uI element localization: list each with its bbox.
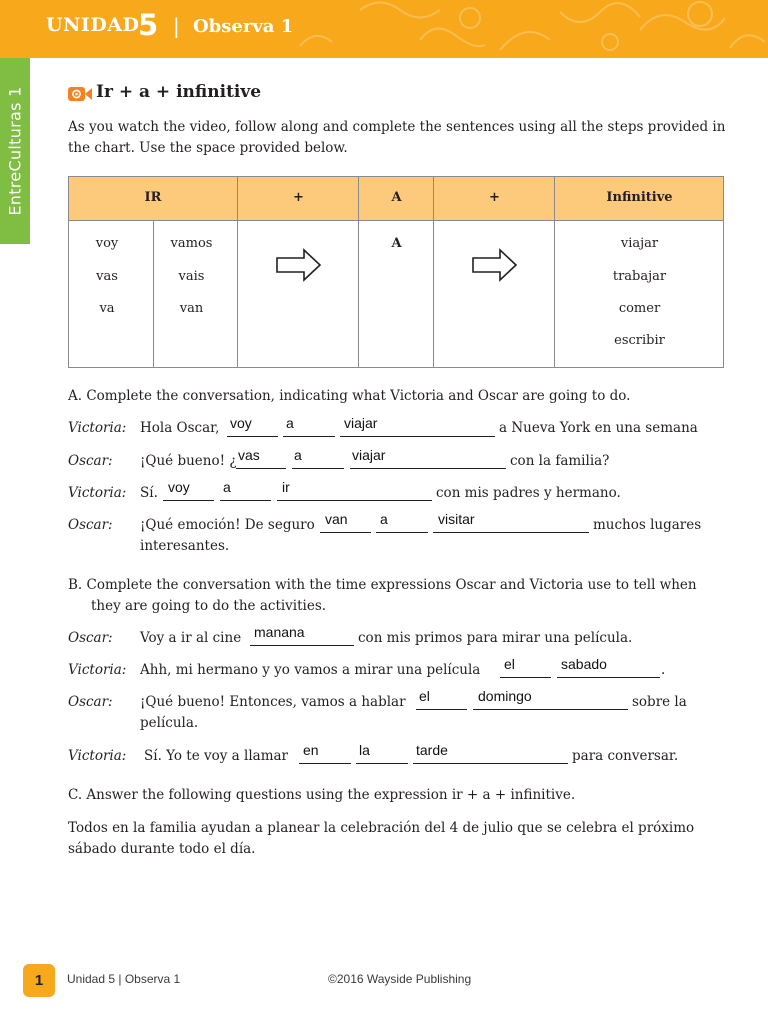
ir-van: van: [179, 301, 204, 316]
answer-text: en: [303, 742, 319, 758]
header-a: A: [391, 190, 402, 205]
header-ir: IR: [144, 190, 162, 205]
dialogue-text: Sí. Yo te voy a llamar: [144, 748, 289, 764]
dialogue-text: con mis primos para mirar una película.: [358, 630, 633, 646]
speaker-label: Victoria:: [68, 485, 127, 501]
right-arrow-icon: [472, 248, 518, 282]
section-instructions: As you watch the video, follow along and complete the sentences using all the steps provided in the chart. Use the space provided below.: [68, 119, 726, 156]
footer-copyright: ©2016 Wayside Publishing: [328, 972, 472, 986]
dialogue-text: ¡Qué emoción! De seguro: [140, 517, 315, 533]
unit-label: UNIDAD: [46, 14, 140, 36]
dialogue-text: Hola Oscar,: [140, 420, 220, 436]
speaker-label: Victoria:: [68, 662, 127, 678]
dialogue-text: sobre la: [632, 694, 687, 710]
speaker-label: Victoria:: [68, 748, 127, 764]
ir-voy: voy: [95, 236, 119, 251]
header-plus-2: +: [489, 190, 500, 205]
part-b-instruction: B. Complete the conversation with the time expressions Oscar and Victoria use to tell when: [68, 577, 697, 593]
ir-vais: vais: [178, 269, 205, 284]
part-c-prompt: Todos en la familia ayudan a planear la celebración del 4 de julio que se celebra el próximo sábado durante todo el día.: [68, 820, 695, 857]
dialogue-text: muchos lugares: [593, 517, 702, 533]
page-header: [0, 0, 768, 58]
answer-text: a: [294, 447, 302, 463]
answer-text: tarde: [416, 742, 448, 758]
dialogue-text: .: [661, 662, 666, 678]
infinitive-viajar: viajar: [620, 236, 659, 251]
a-value: A: [391, 236, 402, 251]
answer-text: viajar: [352, 447, 386, 463]
answer-text: la: [359, 742, 370, 758]
dialogue-text: para conversar.: [572, 748, 679, 764]
infinitive-escribir: escribir: [614, 333, 665, 348]
header-separator: |: [173, 14, 180, 38]
speaker-label: Oscar:: [68, 694, 113, 710]
book-title: EntreCulturas 1: [5, 86, 25, 216]
part-c-instruction: C. Answer the following questions using the expression ir + a + infinitive.: [68, 787, 576, 803]
speaker-label: Oscar:: [68, 453, 113, 469]
answer-text: van: [325, 511, 348, 527]
header-plus-1: +: [293, 190, 304, 205]
answer-text: a: [223, 479, 231, 495]
footer-unit: Unidad 5 | Observa 1: [67, 972, 181, 986]
right-arrow-icon: [276, 248, 322, 282]
part-b-instruction: they are going to do the activities.: [91, 598, 327, 614]
dialogue-text: película.: [140, 715, 199, 731]
lesson-title: Observa 1: [193, 16, 294, 37]
speaker-label: Oscar:: [68, 630, 113, 646]
answer-text: a: [286, 415, 294, 431]
answer-text: el: [504, 656, 515, 672]
dialogue-text: ¡Qué bueno! Entonces, vamos a hablar: [140, 694, 406, 710]
page-number: 1: [23, 964, 55, 997]
ir-va: va: [99, 301, 115, 316]
section-title: Ir + a + infinitive: [96, 82, 262, 102]
infinitive-trabajar: trabajar: [612, 269, 667, 284]
dialogue-text: Sí.: [140, 485, 158, 501]
speaker-label: Victoria:: [68, 420, 127, 436]
answer-text: sabado: [561, 656, 607, 672]
dialogue-text: interesantes.: [140, 538, 230, 554]
dialogue-text: Voy a ir al cine: [140, 630, 242, 646]
header-infinitive: Infinitive: [606, 190, 673, 205]
part-a-instruction: A. Complete the conversation, indicating what Victoria and Oscar are going to do.: [68, 388, 631, 404]
video-camera-icon[interactable]: [68, 86, 92, 102]
infinitive-comer: comer: [618, 301, 661, 316]
book-side-tab: [0, 58, 30, 244]
dialogue-text: Ahh, mi hermano y yo vamos a mirar una película: [140, 662, 481, 678]
ir-vas: vas: [96, 269, 118, 284]
answer-text: visitar: [438, 511, 475, 527]
answer-blank[interactable]: [277, 482, 432, 501]
answer-text: el: [419, 688, 430, 704]
answer-text: vas: [238, 447, 260, 463]
dialogue-text: ¡Qué bueno! ¿: [140, 453, 237, 469]
unit-number: 5: [138, 8, 159, 42]
dialogue-text: con la familia?: [510, 453, 610, 469]
dialogue-text: a Nueva York en una semana: [499, 420, 698, 436]
answer-text: voy: [230, 415, 252, 431]
answer-text: a: [380, 511, 388, 527]
answer-text: manana: [254, 624, 305, 640]
answer-text: viajar: [344, 415, 378, 431]
answer-text: domingo: [478, 688, 532, 704]
ir-vamos: vamos: [170, 236, 213, 251]
speaker-label: Oscar:: [68, 517, 113, 533]
dialogue-text: con mis padres y hermano.: [436, 485, 621, 501]
answer-text: voy: [168, 479, 190, 495]
answer-text: ir: [282, 479, 290, 495]
